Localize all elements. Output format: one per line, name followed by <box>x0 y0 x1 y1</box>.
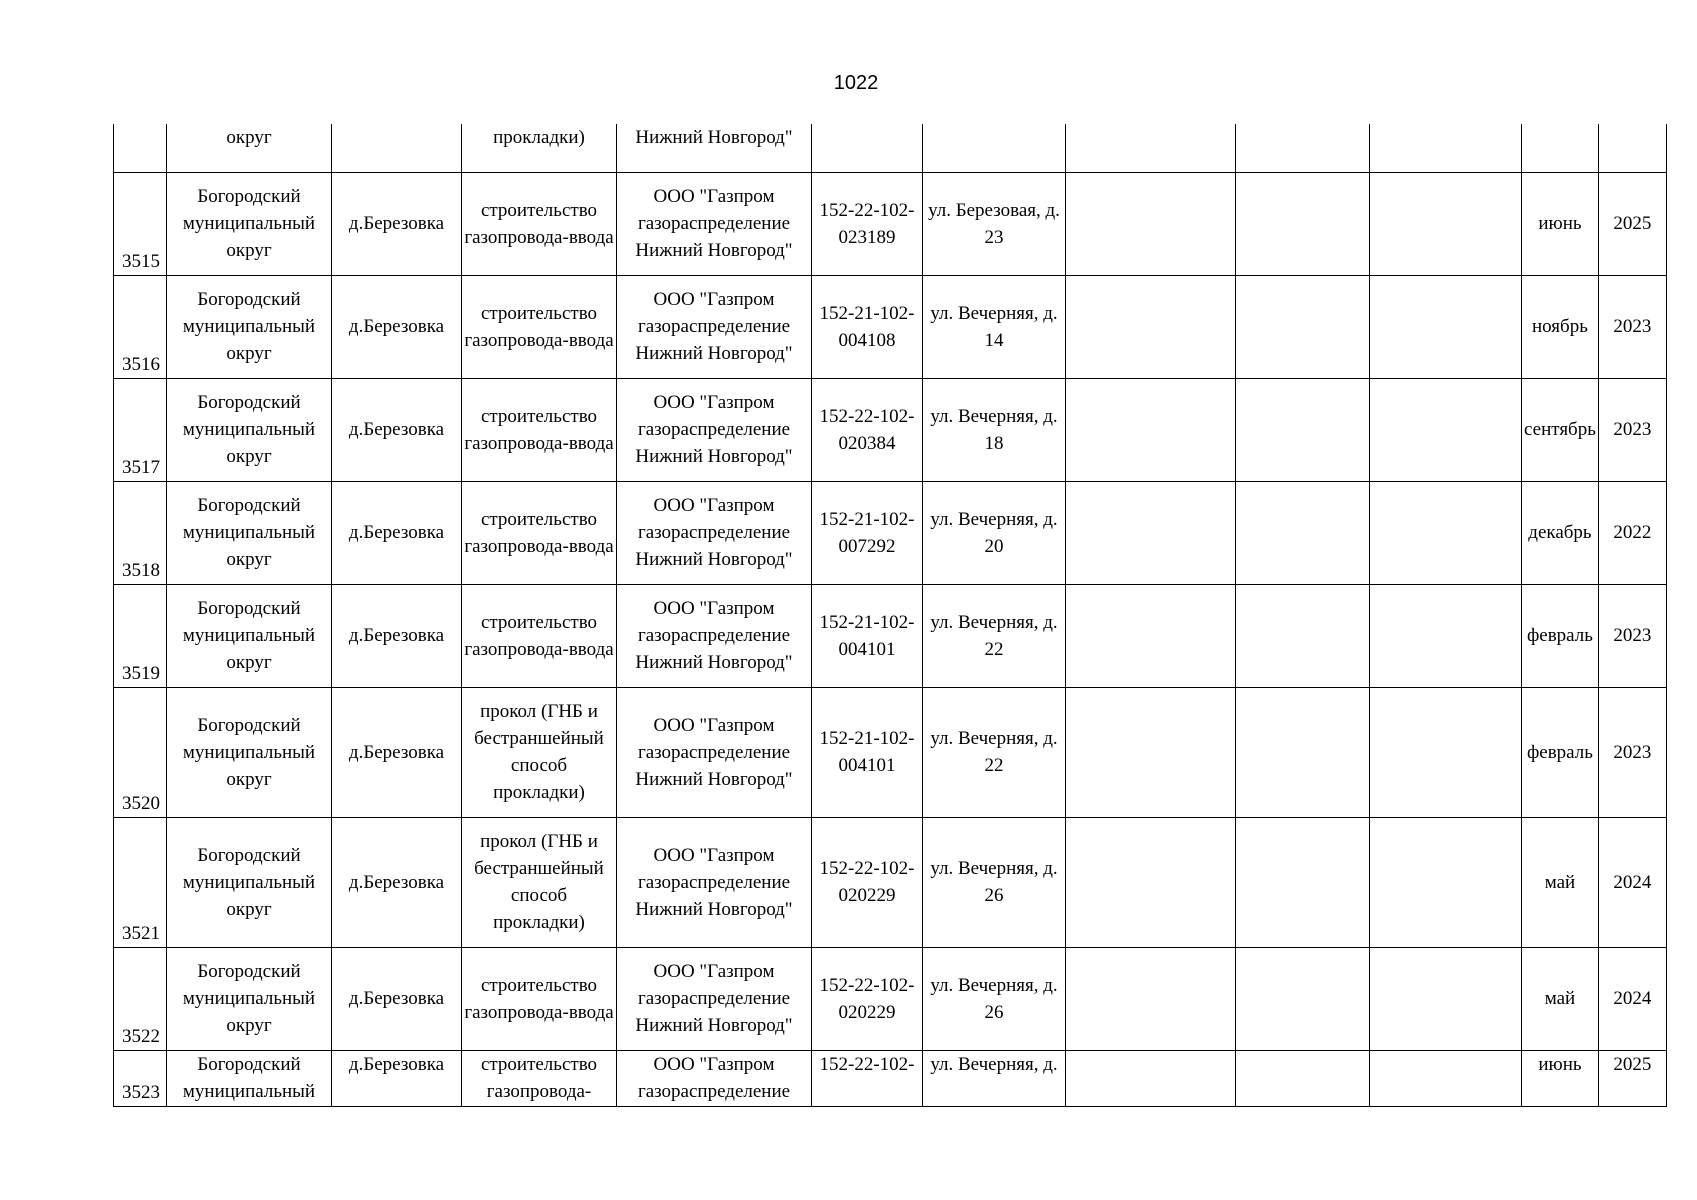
work-type-cell: строительство газопровода-ввода <box>462 275 617 378</box>
table-row <box>114 947 1667 1050</box>
district-cell: Богородский муниципальный округ <box>167 584 332 687</box>
cadastral-cell: 152-22-102-020229 <box>812 947 923 1050</box>
table-row <box>114 275 1667 378</box>
organization-cell: ООО "Газпром газораспределение Нижний Новгород" <box>617 947 812 1050</box>
organization-cell: ООО "Газпром газораспределение Нижний Новгород" <box>617 378 812 481</box>
month-cell: декабрь <box>1522 481 1599 584</box>
empty-cell <box>1236 584 1370 687</box>
row-number: 3523 <box>114 1050 167 1106</box>
work-type-cell: прокол (ГНБ и бестраншейный способ прокладки) <box>462 817 617 947</box>
work-type-cell: строительство газопровода-ввода <box>462 481 617 584</box>
organization-cell: ООО "Газпром газораспределение <box>617 1050 812 1106</box>
month-cell: февраль <box>1522 584 1599 687</box>
address-cell: ул. Березовая, д. 23 <box>923 172 1066 275</box>
empty-cell <box>1066 584 1236 687</box>
address-cell: ул. Вечерняя, д. 20 <box>923 481 1066 584</box>
settlement-cell: д.Березовка <box>332 378 462 481</box>
empty-cell <box>1236 481 1370 584</box>
registry-table <box>113 124 1667 1107</box>
cadastral-cell: 152-21-102-004101 <box>812 584 923 687</box>
empty-cell <box>1066 378 1236 481</box>
organization-cell: Нижний Новгород" <box>617 124 812 172</box>
settlement-cell: д.Березовка <box>332 481 462 584</box>
empty-cell <box>1370 687 1522 817</box>
table-row <box>114 172 1667 275</box>
empty-cell <box>1370 1050 1522 1106</box>
district-cell: Богородский муниципальный <box>167 1050 332 1106</box>
settlement-cell: д.Березовка <box>332 947 462 1050</box>
address-cell: ул. Вечерняя, д. 14 <box>923 275 1066 378</box>
settlement-cell <box>332 124 462 172</box>
cadastral-cell: 152-22-102-023189 <box>812 172 923 275</box>
district-cell: Богородский муниципальный округ <box>167 172 332 275</box>
address-cell: ул. Вечерняя, д. 22 <box>923 687 1066 817</box>
cadastral-cell: 152-21-102-004101 <box>812 687 923 817</box>
district-cell: Богородский муниципальный округ <box>167 817 332 947</box>
empty-cell <box>1236 817 1370 947</box>
month-cell: июнь <box>1522 172 1599 275</box>
organization-cell: ООО "Газпром газораспределение Нижний Новгород" <box>617 172 812 275</box>
row-number: 3521 <box>114 817 167 947</box>
address-cell: ул. Вечерняя, д. 26 <box>923 817 1066 947</box>
year-cell: 2025 <box>1598 1050 1666 1106</box>
work-type-cell: строительство газопровода-ввода <box>462 172 617 275</box>
settlement-cell: д.Березовка <box>332 275 462 378</box>
row-number <box>114 124 167 172</box>
organization-cell: ООО "Газпром газораспределение Нижний Новгород" <box>617 687 812 817</box>
table-row <box>114 124 1667 172</box>
year-cell: 2024 <box>1598 947 1666 1050</box>
year-cell: 2024 <box>1598 817 1666 947</box>
work-type-cell: строительство газопровода-ввода <box>462 947 617 1050</box>
district-cell: округ <box>167 124 332 172</box>
work-type-cell: прокол (ГНБ и бестраншейный способ прокладки) <box>462 687 617 817</box>
work-type-cell: прокладки) <box>462 124 617 172</box>
cadastral-cell: 152-22-102-020229 <box>812 817 923 947</box>
settlement-cell: д.Березовка <box>332 817 462 947</box>
address-cell: ул. Вечерняя, д. 18 <box>923 378 1066 481</box>
year-cell: 2023 <box>1598 687 1666 817</box>
settlement-cell: д.Березовка <box>332 687 462 817</box>
row-number: 3519 <box>114 584 167 687</box>
empty-cell <box>1066 687 1236 817</box>
year-cell: 2025 <box>1598 172 1666 275</box>
month-cell: ноябрь <box>1522 275 1599 378</box>
work-type-cell: строительство газопровода-ввода <box>462 378 617 481</box>
year-cell: 2023 <box>1598 584 1666 687</box>
table-row <box>114 817 1667 947</box>
month-cell <box>1522 124 1599 172</box>
table-row <box>114 481 1667 584</box>
row-number: 3520 <box>114 687 167 817</box>
table-row <box>114 378 1667 481</box>
cadastral-cell: 152-22-102-020384 <box>812 378 923 481</box>
work-type-cell: строительство газопровода-ввода <box>462 584 617 687</box>
empty-cell <box>1236 687 1370 817</box>
empty-cell <box>1370 378 1522 481</box>
address-cell: ул. Вечерняя, д. <box>923 1050 1066 1106</box>
settlement-cell: д.Березовка <box>332 172 462 275</box>
year-cell: 2023 <box>1598 378 1666 481</box>
empty-cell <box>1066 947 1236 1050</box>
month-cell: июнь <box>1522 1050 1599 1106</box>
table-body <box>114 124 1667 1106</box>
empty-cell <box>1236 1050 1370 1106</box>
organization-cell: ООО "Газпром газораспределение Нижний Новгород" <box>617 481 812 584</box>
cadastral-cell: 152-22-102- <box>812 1050 923 1106</box>
empty-cell <box>1236 124 1370 172</box>
empty-cell <box>1370 947 1522 1050</box>
empty-cell <box>1066 1050 1236 1106</box>
work-type-cell: строительство газопровода- <box>462 1050 617 1106</box>
empty-cell <box>1066 172 1236 275</box>
empty-cell <box>1370 584 1522 687</box>
organization-cell: ООО "Газпром газораспределение Нижний Новгород" <box>617 275 812 378</box>
empty-cell <box>1066 481 1236 584</box>
year-cell: 2022 <box>1598 481 1666 584</box>
organization-cell: ООО "Газпром газораспределение Нижний Новгород" <box>617 817 812 947</box>
empty-cell <box>1066 124 1236 172</box>
district-cell: Богородский муниципальный округ <box>167 378 332 481</box>
table-row <box>114 584 1667 687</box>
address-cell: ул. Вечерняя, д. 26 <box>923 947 1066 1050</box>
empty-cell <box>1370 172 1522 275</box>
table-row <box>114 1050 1667 1106</box>
row-number: 3522 <box>114 947 167 1050</box>
empty-cell <box>1370 817 1522 947</box>
settlement-cell: д.Березовка <box>332 1050 462 1106</box>
row-number: 3518 <box>114 481 167 584</box>
cadastral-cell <box>812 124 923 172</box>
address-cell: ул. Вечерняя, д. 22 <box>923 584 1066 687</box>
month-cell: февраль <box>1522 687 1599 817</box>
row-number: 3516 <box>114 275 167 378</box>
address-cell <box>923 124 1066 172</box>
row-number: 3517 <box>114 378 167 481</box>
district-cell: Богородский муниципальный округ <box>167 947 332 1050</box>
district-cell: Богородский муниципальный округ <box>167 275 332 378</box>
district-cell: Богородский муниципальный округ <box>167 481 332 584</box>
empty-cell <box>1066 275 1236 378</box>
month-cell: май <box>1522 947 1599 1050</box>
empty-cell <box>1236 947 1370 1050</box>
empty-cell <box>1236 378 1370 481</box>
empty-cell <box>1236 275 1370 378</box>
empty-cell <box>1370 481 1522 584</box>
settlement-cell: д.Березовка <box>332 584 462 687</box>
empty-cell <box>1236 172 1370 275</box>
page-number: 1022 <box>833 72 879 94</box>
month-cell: май <box>1522 817 1599 947</box>
row-number: 3515 <box>114 172 167 275</box>
month-cell: сентябрь <box>1522 378 1599 481</box>
empty-cell <box>1370 124 1522 172</box>
district-cell: Богородский муниципальный округ <box>167 687 332 817</box>
cadastral-cell: 152-21-102-007292 <box>812 481 923 584</box>
empty-cell <box>1066 817 1236 947</box>
table-row <box>114 687 1667 817</box>
year-cell <box>1598 124 1666 172</box>
organization-cell: ООО "Газпром газораспределение Нижний Новгород" <box>617 584 812 687</box>
empty-cell <box>1370 275 1522 378</box>
cadastral-cell: 152-21-102-004108 <box>812 275 923 378</box>
year-cell: 2023 <box>1598 275 1666 378</box>
